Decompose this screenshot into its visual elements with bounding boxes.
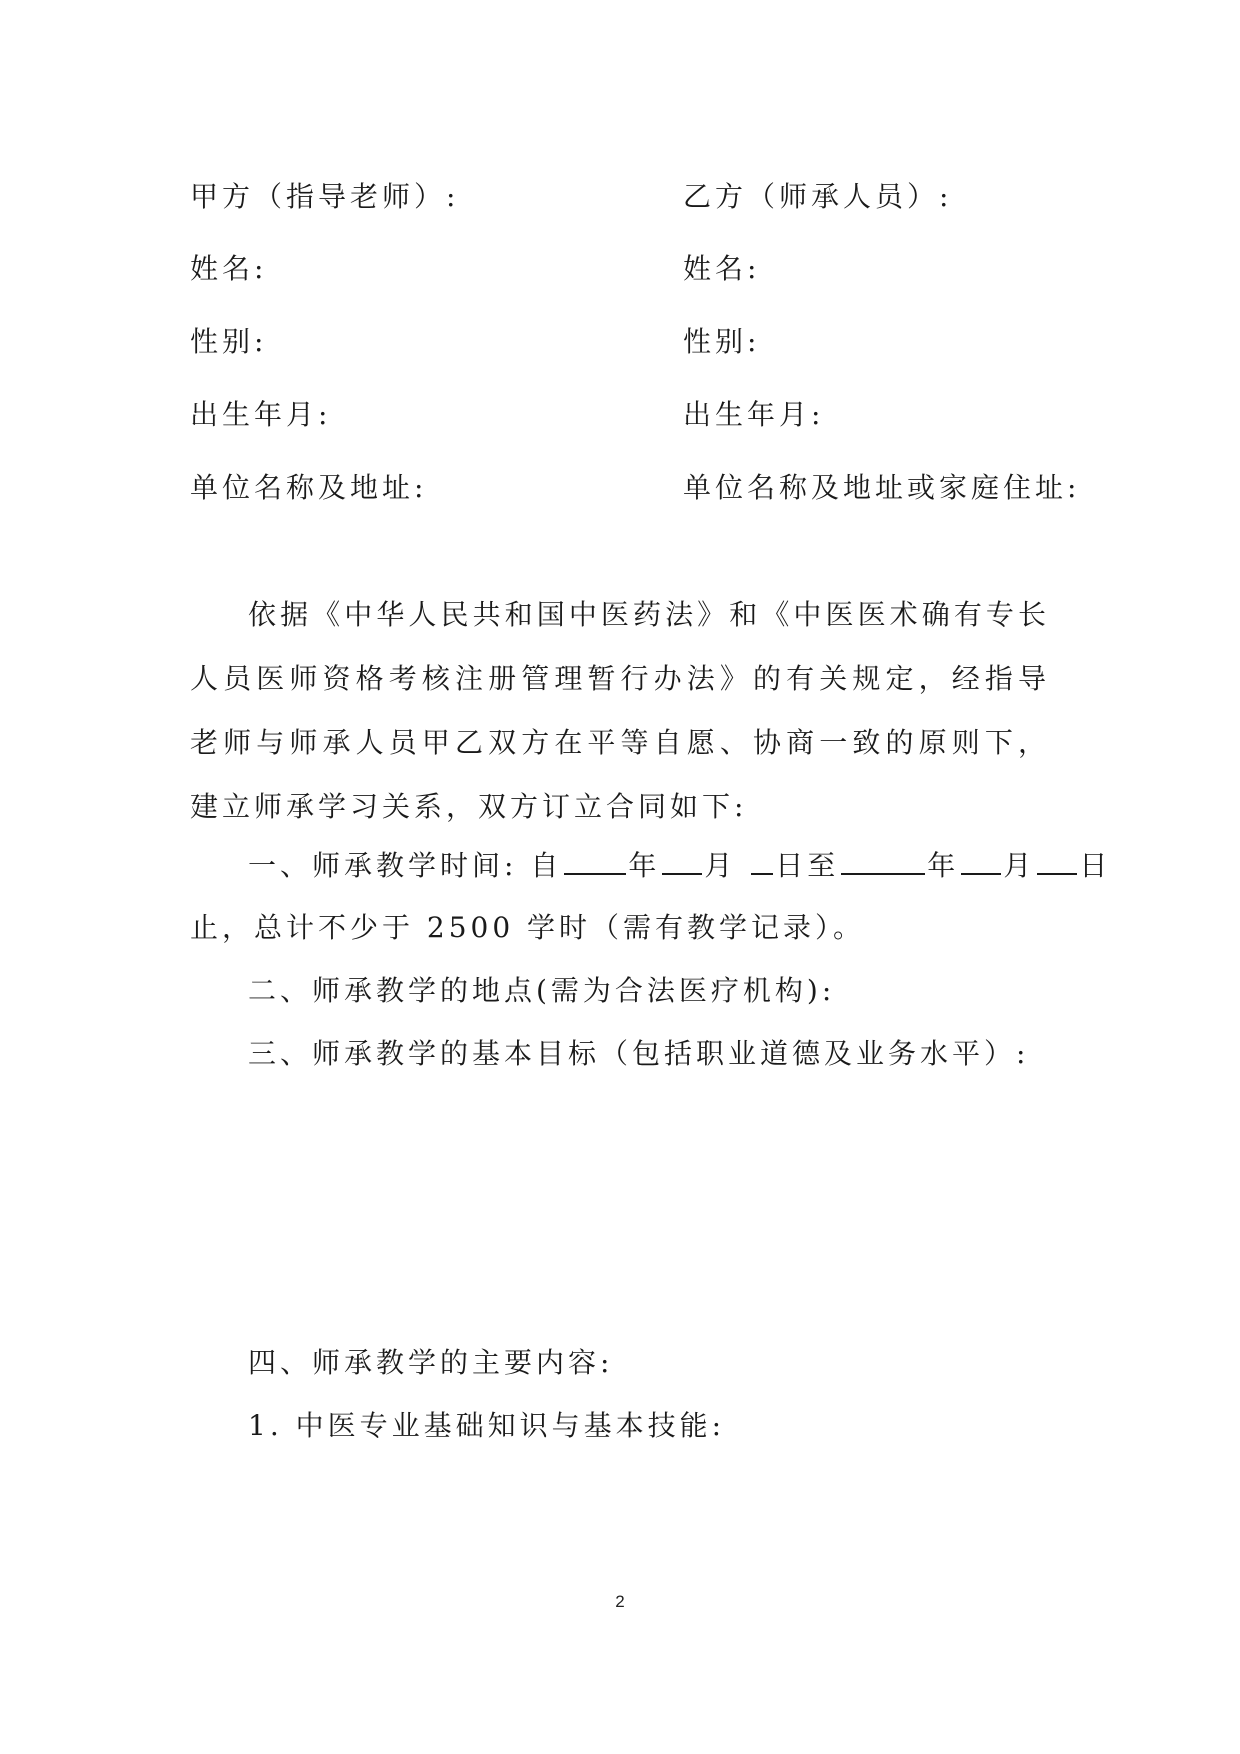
clause-1-day2: 日 (1079, 849, 1112, 882)
end-month-blank[interactable] (961, 845, 1001, 875)
clause-2: 二、师承教学的地点(需为合法医疗机构): (248, 974, 836, 1007)
clause-1-prefix: 一、师承教学时间: 自 (248, 849, 563, 882)
clause-4: 四、师承教学的主要内容: (248, 1346, 614, 1379)
clause-1-continuation: 止，总计不少于 2500 学时（需有教学记录）。 (190, 911, 866, 944)
clause-1-month2: 月 (1003, 849, 1036, 882)
party-b-gender-label: 性别: (683, 325, 761, 358)
party-b-unit-label: 单位名称及地址或家庭住址: (683, 471, 1081, 504)
clause-1-year1: 年 (628, 849, 661, 882)
end-day-blank[interactable] (1037, 845, 1077, 875)
end-year-blank[interactable] (841, 845, 925, 875)
party-b-heading: 乙方（师承人员）: (683, 180, 953, 213)
party-b-birth-label: 出生年月: (683, 398, 825, 431)
party-a-heading: 甲方（指导老师）: (190, 180, 460, 213)
party-a-name-label: 姓名: (190, 252, 268, 285)
party-a-gender-label: 性别: (190, 325, 268, 358)
clause-1-year2: 年 (927, 849, 960, 882)
start-year-blank[interactable] (564, 845, 626, 875)
party-a-birth-label: 出生年月: (190, 398, 332, 431)
page-number: 2 (615, 1592, 625, 1611)
party-a-unit-label: 单位名称及地址: (190, 471, 428, 504)
intro-paragraph: 依据《中华人民共和国中医药法》和《中医医术确有专长人员医师资格考核注册管理暂行办法》的有关规定，经指导老师与师承人员甲乙双方在平等自愿、协商一致的原则下，建立师承学习关系，双方订立合同如下: (190, 598, 1050, 823)
clause-1-day1-to: 日至 (775, 849, 840, 882)
clause-4-item-1: 1. 中医专业基础知识与基本技能: (248, 1409, 726, 1442)
clause-1-month1: 月 (704, 849, 737, 882)
party-b-name-label: 姓名: (683, 252, 761, 285)
clause-1-line (248, 845, 1111, 886)
start-day-blank[interactable] (751, 845, 773, 875)
start-month-blank[interactable] (662, 845, 702, 875)
clause-3: 三、师承教学的基本目标（包括职业道德及业务水平）: (248, 1037, 1030, 1070)
